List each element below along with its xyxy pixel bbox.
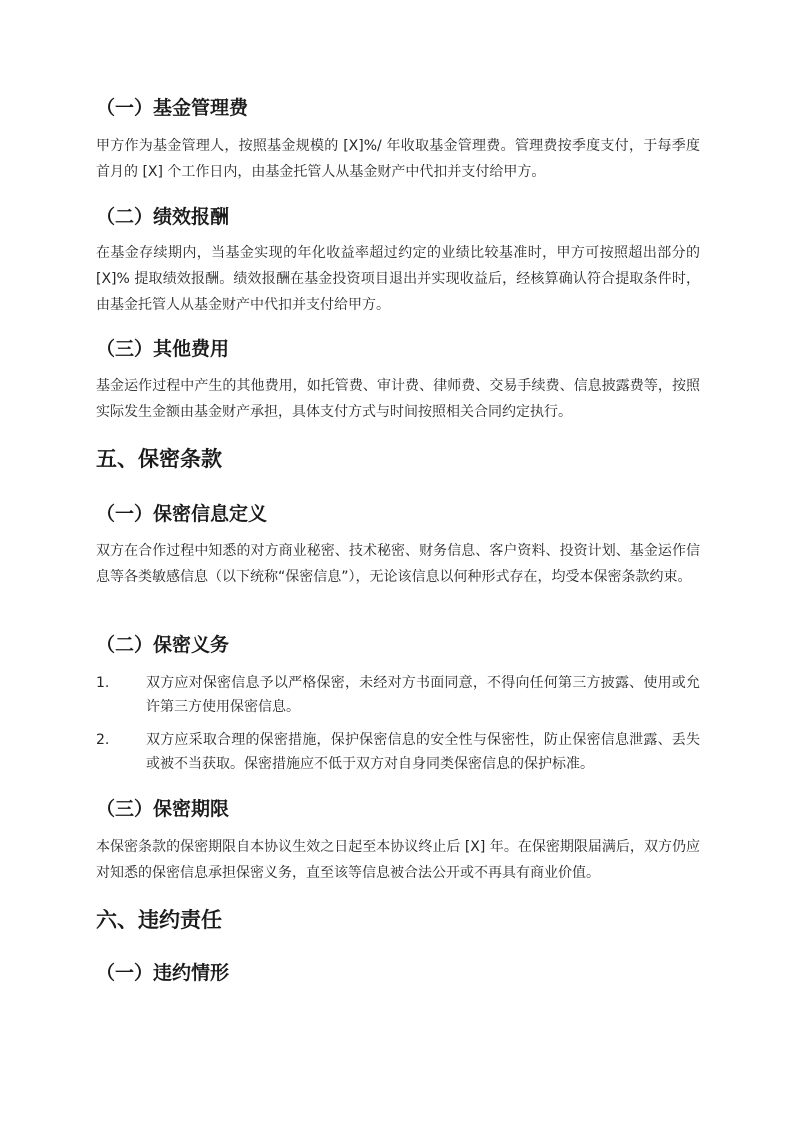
paragraph-performance-fee: 在基金存续期内，当基金实现的年化收益率超过约定的业绩比较基准时，甲方可按照超出部分的 [X]% 提取绩效报酬。绩效报酬在基金投资项目退出并实现收益后，经核算确认符合提取条件时，由基金托管人从基金财产中代扣并支付给甲方。 [96,245,700,313]
paragraph-other-fees: 基金运作过程中产生的其他费用，如托管费、审计费、律师费、交易手续费、信息披露费等，按照实际发生金额由基金财产承担，具体支付方式与时间按照相关合同约定执行。 [96,378,700,420]
paragraph-confidential-term: 本保密条款的保密期限自本协议生效之日起至本协议终止后 [X] 年。在保密期限届满后，双方仍应对知悉的保密信息承担保密义务，直至该等信息被合法公开或不再具有商业价值。 [96,839,700,881]
heading-confidential-term: （三）保密期限 [96,798,230,820]
section-title-confidentiality: 五、保密条款 [96,447,222,471]
heading-confidential-obligations: （二）保密义务 [96,634,230,656]
heading-management-fee: （一）基金管理费 [96,97,249,119]
section-title-breach: 六、违约责任 [96,908,222,932]
list-item-text: 双方应对保密信息予以严格保密，未经对方书面同意，不得向任何第三方披露、使用或允许第三方使用保密信息。 [146,675,700,715]
heading-performance-fee: （二）绩效报酬 [96,206,230,228]
list-item-text: 双方应采取合理的保密措施，保护保密信息的安全性与保密性，防止保密信息泄露、丢失或被不当获取。保密措施应不低于双方对自身同类保密信息的保护标准。 [146,732,700,772]
list-item-number: 2. [96,732,110,748]
list-item-number: 1. [96,675,110,691]
heading-other-fees: （三）其他费用 [96,338,230,360]
paragraph-confidential-definition: 双方在合作过程中知悉的对方商业秘密、技术秘密、财务信息、客户资料、投资计划、基金运作信息等各类敏感信息（以下统称“保密信息”），无论该信息以何种形式存在，均受本保密条款约束。 [96,543,700,585]
heading-confidential-definition: （一）保密信息定义 [96,503,268,525]
paragraph-management-fee: 甲方作为基金管理人，按照基金规模的 [X]%/ 年收取基金管理费。管理费按季度支付，于每季度首月的 [X] 个工作日内，由基金托管人从基金财产中代扣并支付给甲方。 [96,138,700,180]
heading-breach-situations: （一）违约情形 [96,962,230,984]
